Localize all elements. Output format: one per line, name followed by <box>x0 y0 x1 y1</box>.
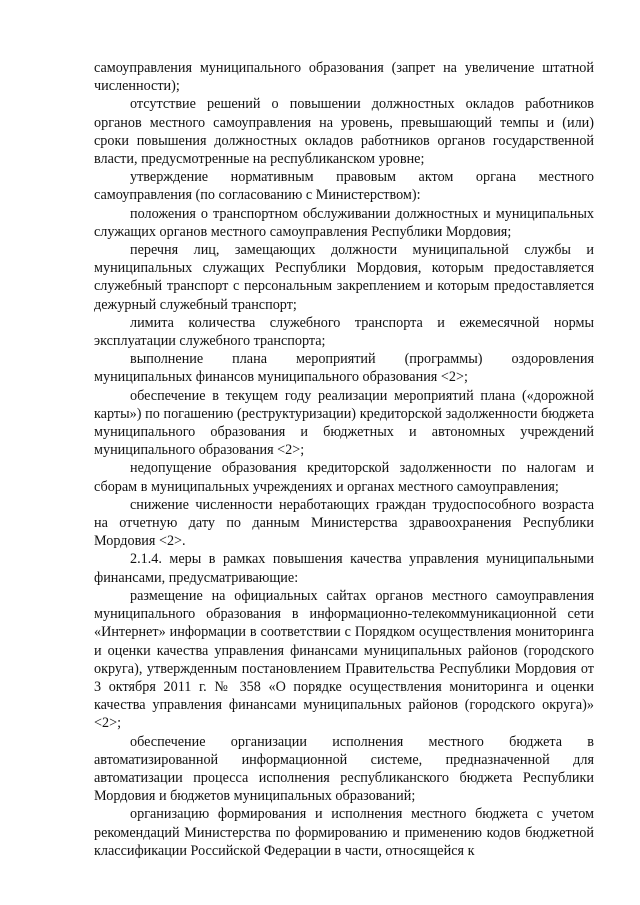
paragraph: лимита количества служебного транспорта и ежемесячной нормы эксплуатации служебного транспорта; <box>94 314 594 350</box>
paragraph: выполнение плана мероприятий (программы) оздоровления муниципальных финансов муниципального образования <2>; <box>94 351 594 386</box>
paragraph: обеспечение в текущем году реализации мероприятий плана («дорожной карты») по погашению (реструктуризации) кредиторской задолженности бюджета муниципального образования и бюджетных и автономных учреждений муниципального образования <2>; <box>94 387 594 459</box>
paragraph: снижение численности неработающих граждан трудоспособного возраста на отчетную дату по данным Министерства здравоохранения Республики Мордовия <2>. <box>94 496 594 550</box>
paragraph: организацию формирования и исполнения местного бюджета с учетом рекомендаций Министерства по формированию и применению кодов бюджетной классификации Российской Федерации в части, относящейся к <box>94 806 594 859</box>
paragraph: самоуправления муниципального образования (запрет на увеличение штатной численности); <box>94 60 594 95</box>
paragraph: утверждение нормативным правовым актом органа местного самоуправления (по согласованию с Министерством): <box>94 169 594 204</box>
paragraph: перечня лиц, замещающих должности муниципальной службы и муниципальных служащих Республики Мордовия, которым предоставляется служебный транспорт с персональным закреплением и которым предоставляется дежурный служебный транспорт; <box>94 242 594 313</box>
paragraph: размещение на официальных сайтах органов местного самоуправления муниципального образования в информационно-телекоммуникационной сети «Интернет» информации в соответствии с Порядком осуществления мониторинга и оценки качества управления финансами муниципальных районов (городского округа), утвержденным постановлением Правительства Республики Мордовия от 3 октября 2011 г. № 358 «О порядке осуществления мониторинга и оценки качества управления финансами муниципальных районов (городского округа)» <2>; <box>94 587 594 732</box>
section-heading: 2.1.4. меры в рамках повышения качества управления муниципальными финансами, предусматривающие: <box>94 551 594 586</box>
document-body <box>94 59 594 860</box>
paragraph: отсутствие решений о повышении должностных окладов работников органов местного самоуправления на уровень, превышающий темпы и (или) сроки повышения должностных окладов работников органов государственной власти, предусмотренные на республиканском уровне; <box>94 96 594 168</box>
paragraph: положения о транспортном обслуживании должностных и муниципальных служащих органов местного самоуправления Республики Мордовия; <box>94 205 594 240</box>
paragraph: обеспечение организации исполнения местного бюджета в автоматизированной информационной системе, предназначенной для автоматизации процесса исполнения республиканского бюджета Республики Мордовия и бюджетов муниципальных образований; <box>94 733 594 805</box>
paragraph: недопущение образования кредиторской задолженности по налогам и сборам в муниципальных учреждениях и органах местного самоуправления; <box>94 460 594 495</box>
